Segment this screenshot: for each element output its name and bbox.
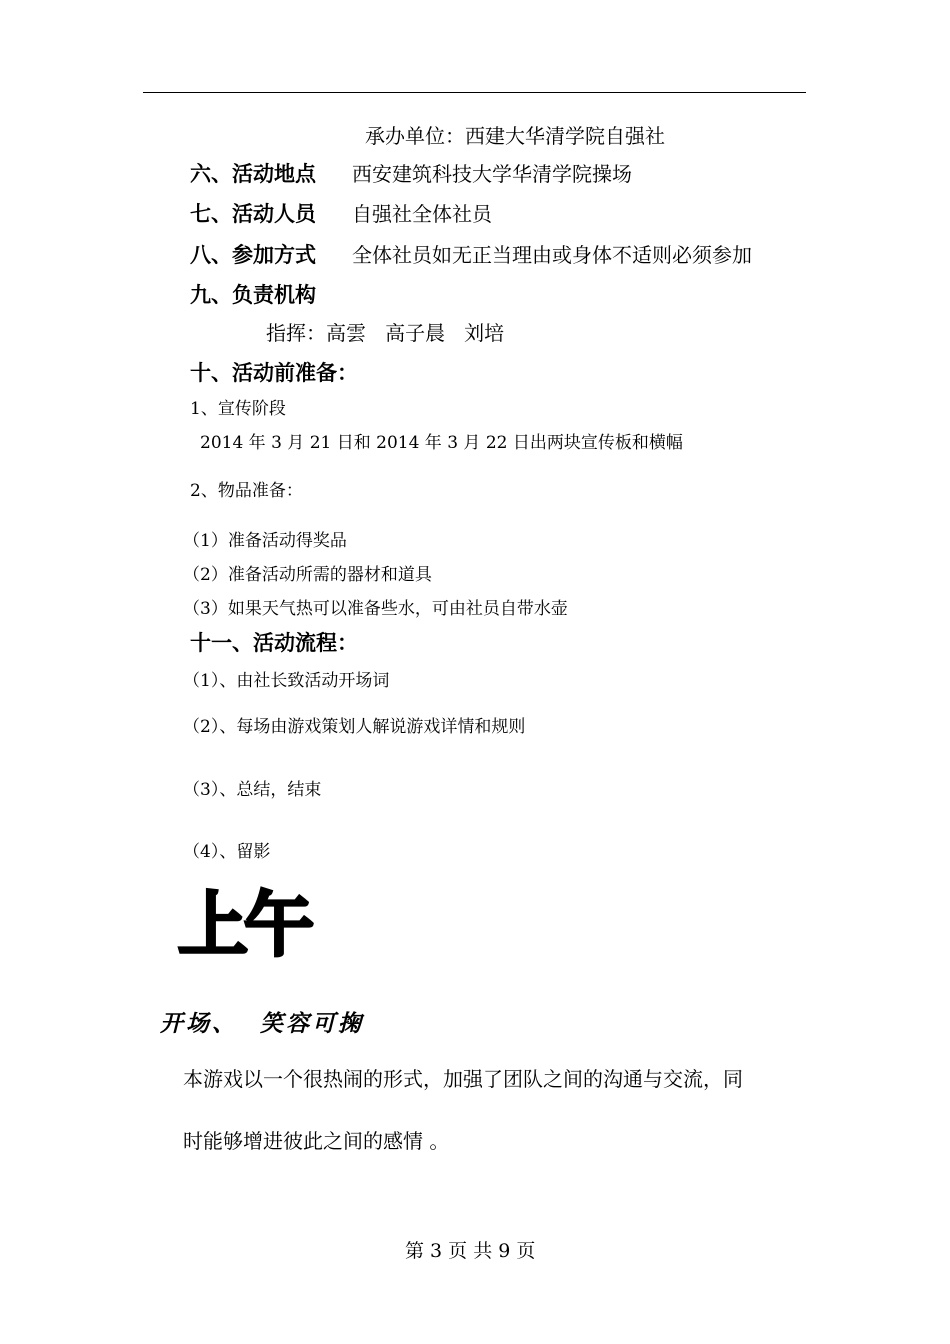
section-value: 自强社全体社员 [352, 202, 492, 226]
game-desc-line1: 本游戏以一个很热闹的形式，加强了团队之间的沟通与交流，同 [183, 1067, 743, 1091]
stage1-text: 2014 年 3 月 21 日和 2014 年 3 月 22 日出两块宣传板和横幅 [200, 433, 683, 453]
page-footer: 第 3 页 共 9 页 [405, 1240, 536, 1262]
prep-heading: 十、活动前准备： [190, 361, 358, 385]
header-rule [143, 92, 806, 93]
process-heading: 十一、活动流程： [190, 631, 358, 655]
section-location [190, 161, 632, 187]
game-desc-line2: 时能够增进彼此之间的感情 。 [183, 1129, 450, 1153]
stage1-title: 1、宣传阶段 [190, 399, 286, 419]
section-label: 七、活动人员 [190, 202, 316, 226]
section-method [190, 242, 752, 268]
morning-title: 上午 [178, 884, 310, 966]
process-step: （1）、由社长致活动开场词 [183, 671, 390, 691]
section-label: 六、活动地点 [190, 162, 316, 186]
prep-item: （1）准备活动得奖品 [183, 531, 347, 551]
section-value: 西安建筑科技大学华清学院操场 [352, 162, 632, 186]
section-organization [190, 282, 352, 308]
stage2-title: 2、物品准备： [190, 481, 303, 501]
process-step: （2）、每场由游戏策划人解说游戏详情和规则 [183, 717, 526, 737]
section-participants [190, 201, 492, 227]
organizer-line: 承办单位：西建大华清学院自强社 [365, 124, 665, 148]
prep-item: （3）如果天气热可以准备些水，可由社员自带水壶 [183, 599, 568, 619]
section-label: 九、负责机构 [190, 283, 316, 307]
prep-item: （2）准备活动所需的器材和道具 [183, 565, 432, 585]
process-step: （4）、留影 [183, 842, 271, 862]
section-label: 八、参加方式 [190, 243, 316, 267]
process-step: （3）、总结，结束 [183, 780, 322, 800]
commander-line: 指挥：高雲 高子晨 刘培 [266, 321, 505, 345]
section-value: 全体社员如无正当理由或身体不适则必须参加 [352, 243, 752, 267]
game-title: 开场、 笑容可掬 [160, 1010, 365, 1037]
